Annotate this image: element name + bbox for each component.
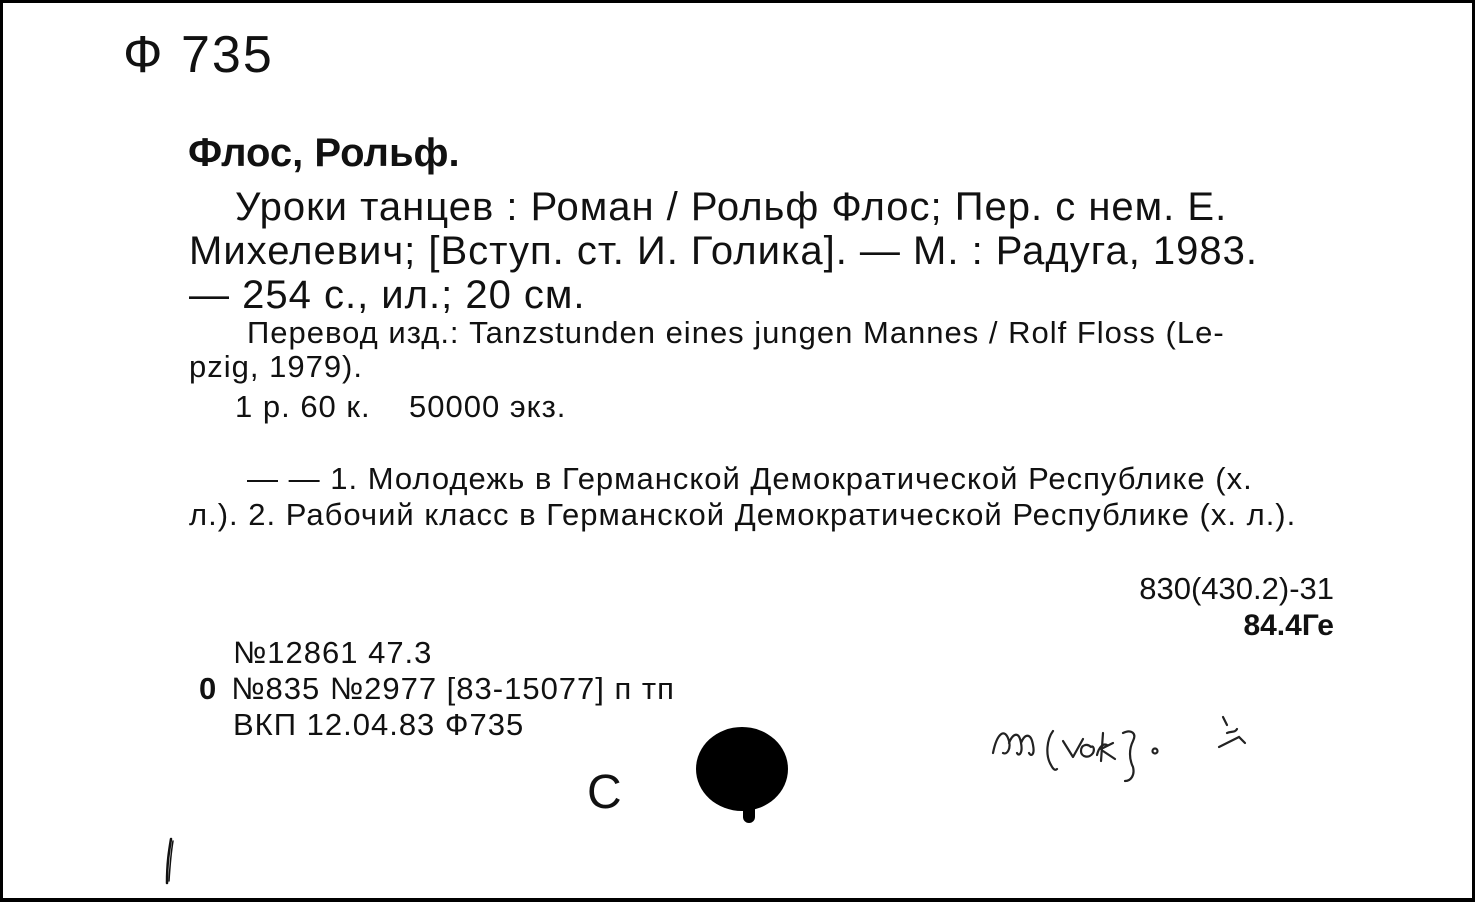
handwritten-signature: [983, 703, 1273, 793]
service-line-2: [199, 671, 675, 707]
mark-letter: С: [587, 766, 622, 819]
service-line-2-text: №835 №2977 [83-15077] п тп: [231, 671, 675, 706]
subject-line-1: — — 1. Молодежь в Германской Демократической Республике (х.: [247, 461, 1253, 496]
subject-line-2: л.). 2. Рабочий класс в Германской Демократической Республике (х. л.).: [189, 497, 1297, 532]
pencil-mark: [159, 837, 179, 887]
classification-code: 830(430.2)-31: [1139, 571, 1334, 606]
service-line-2-prefix: 0: [199, 671, 218, 706]
call-number: Ф 735: [123, 26, 274, 84]
description-line-2: Михелевич; [Вступ. ст. И. Голика]. — М. : Радуга, 1983.: [189, 229, 1259, 273]
note-line-1: Перевод изд.: Tanzstunden eines jungen Mannes / Rolf Floss (Le-: [247, 315, 1225, 350]
description-line-3: — 254 с., ил.; 20 см.: [189, 273, 586, 317]
author-heading: Флос, Рольф.: [188, 131, 460, 175]
service-line-1: №12861 47.3: [233, 635, 433, 670]
author-mark: 84.4Ге: [1243, 609, 1334, 642]
description-line-1: Уроки танцев : Роман / Рольф Флос; Пер. с нем. Е.: [235, 185, 1228, 229]
note-line-2: pzig, 1979).: [189, 349, 363, 384]
punch-hole: [696, 727, 788, 811]
punch-hole-notch: [743, 799, 755, 823]
price-and-print-run: 1 р. 60 к. 50000 экз.: [235, 389, 567, 424]
service-line-3: ВКП 12.04.83 Ф735: [233, 707, 525, 742]
